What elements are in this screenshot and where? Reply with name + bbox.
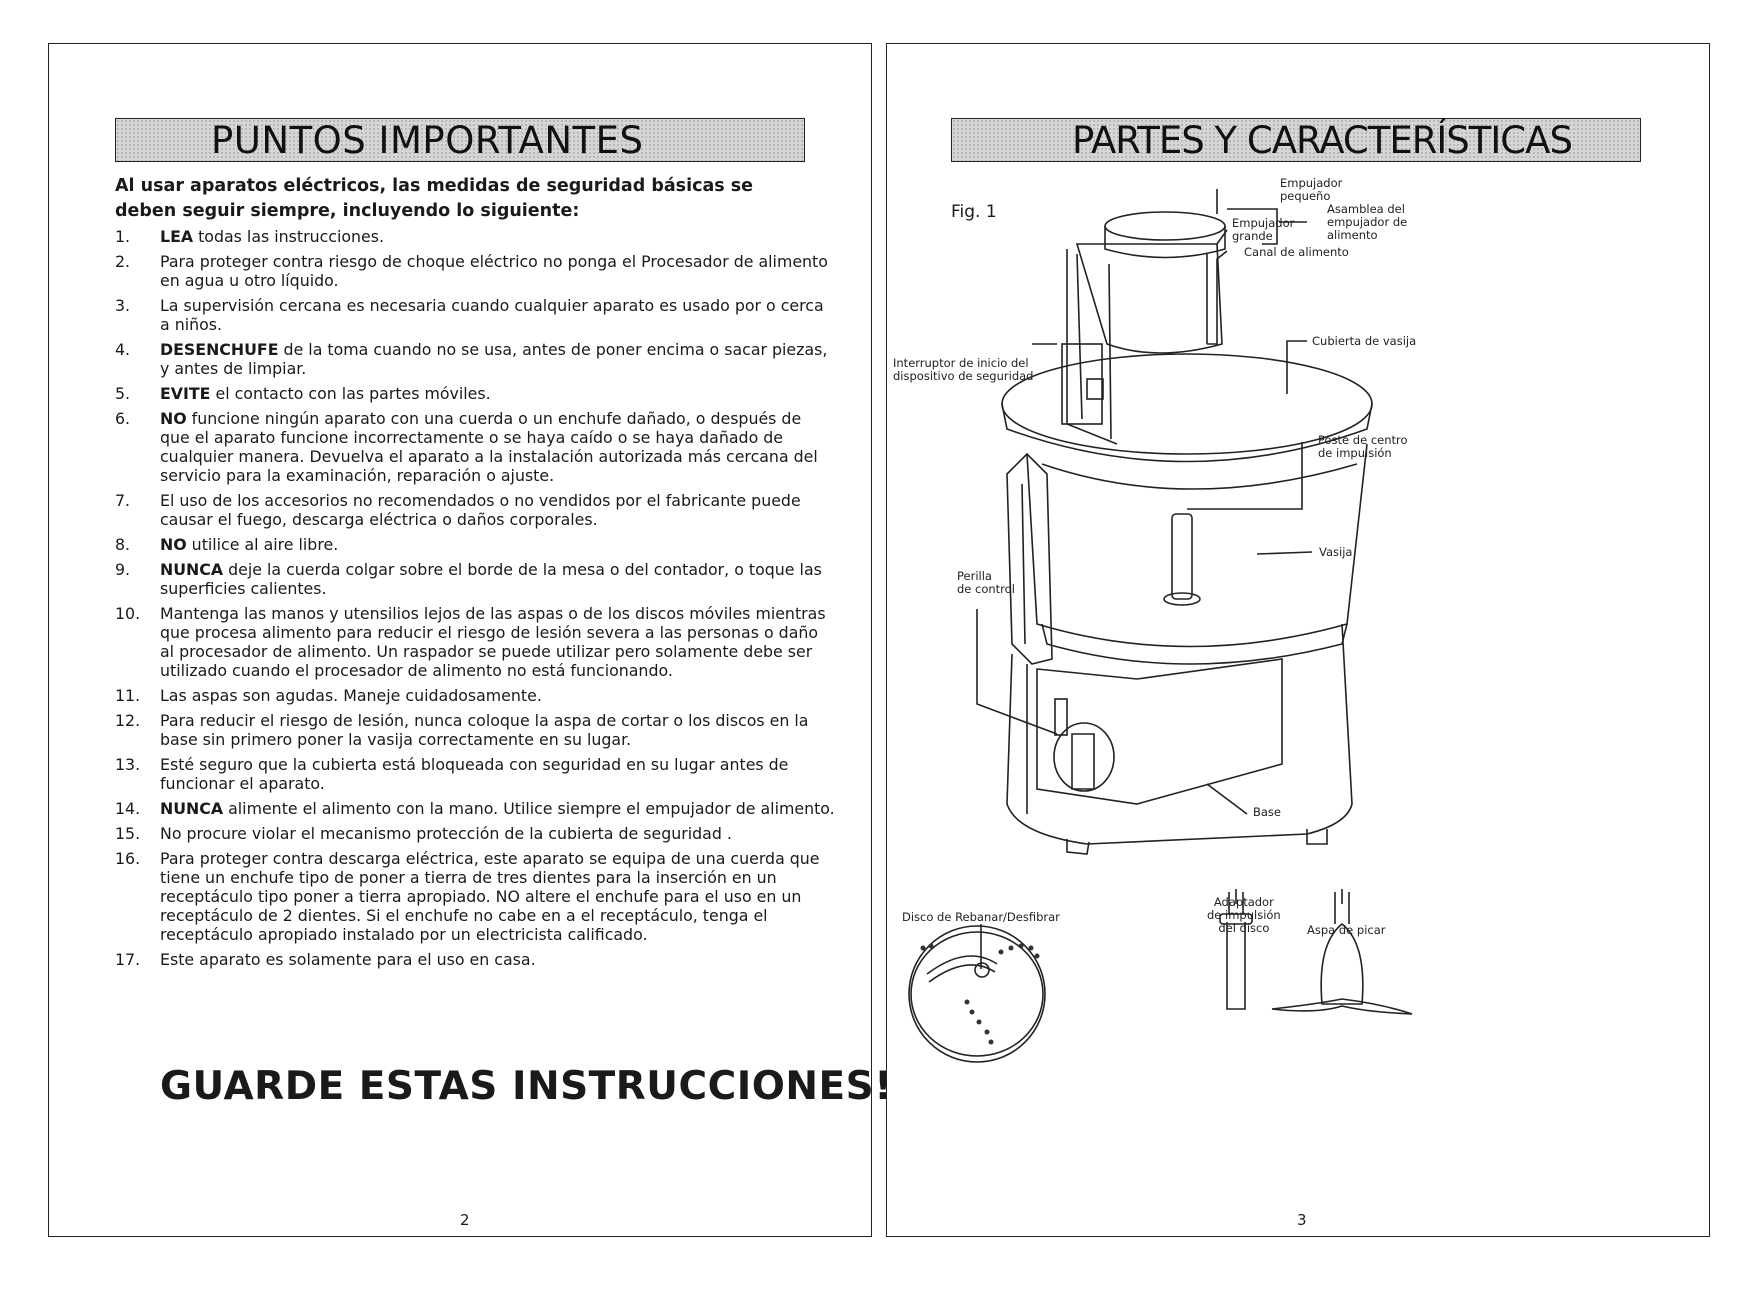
rule-number: 9. (115, 560, 131, 579)
rule-text: Las aspas son agudas. Maneje cuidadosamente. (160, 686, 542, 705)
rule-number: 5. (115, 384, 131, 403)
rule-number: 8. (115, 535, 131, 554)
rule-text: alimente el alimento con la mano. Utilice siempre el empujador de alimento. (223, 799, 835, 818)
rule-emphasis: EVITE (160, 384, 211, 403)
label-base: Base (1253, 805, 1282, 819)
rule-item (115, 227, 835, 246)
page-number: 3 (1297, 1211, 1307, 1229)
rule-number: 2. (115, 252, 131, 271)
rule-number: 1. (115, 227, 131, 246)
figure-label: Fig. 1 (951, 202, 997, 222)
rule-item (115, 824, 835, 843)
rule-text: Este aparato es solamente para el uso en casa. (160, 950, 536, 969)
rule-item (115, 296, 835, 334)
rule-item (115, 849, 835, 944)
rule-text: deje la cuerda colgar sobre el borde de la mesa o del contador, o toque las superficies calientes. (160, 560, 822, 598)
rule-item (115, 384, 835, 403)
rule-text: de la toma cuando no se usa, antes de poner encima o sacar piezas, y antes de limpiar. (160, 340, 828, 378)
rule-item (115, 604, 835, 680)
rule-number: 7. (115, 491, 131, 510)
rule-number: 13. (115, 755, 141, 774)
section-heading: PUNTOS IMPORTANTES (211, 119, 644, 162)
rule-emphasis: NUNCA (160, 799, 224, 818)
rule-emphasis: DESENCHUFE (160, 340, 279, 359)
rule-item (115, 491, 835, 529)
rule-item (115, 686, 835, 705)
rule-number: 3. (115, 296, 131, 315)
label-perilla: Perilla de control (957, 569, 1015, 596)
rule-item (115, 535, 835, 554)
rule-number: 10. (115, 604, 141, 623)
rule-number: 4. (115, 340, 131, 359)
label-vasija: Vasija (1319, 545, 1353, 559)
rule-text: Para reducir el riesgo de lesión, nunca coloque la aspa de cortar o los discos en la base sin primero poner la vasija correctamente en su lugar. (160, 711, 809, 749)
rule-text: La supervisión cercana es necesaria cuando cualquier aparato es usado por o cerca a niños. (160, 296, 824, 334)
label-empujador-grande: Empujador grande (1232, 216, 1295, 243)
rule-emphasis: NUNCA (160, 560, 224, 579)
rule-item (115, 409, 835, 485)
safety-rules-list (115, 227, 835, 975)
rule-text: El uso de los accesorios no recomendados o no vendidos por el fabricante puede causar el fuego, descarga eléctrica o daños corporales. (160, 491, 801, 529)
label-empujador-pequeno: Empujador pequeño (1280, 176, 1343, 203)
page-left (48, 43, 893, 1237)
rule-text: el contacto con las partes móviles. (210, 384, 491, 403)
page-right (886, 43, 1710, 1237)
label-aspa: Aspa de picar (1307, 923, 1386, 937)
label-interruptor: Interruptor de inicio del dispositivo de seguridad (893, 356, 1034, 383)
rule-number: 12. (115, 711, 141, 730)
rule-text: Para proteger contra descarga eléctrica, este aparato se equipa de una cuerda que tiene un enchufe tipo de poner a tierra de tres dientes para la inserción en un receptáculo tipo poner a tierra apropiado. NO altere el enchufe para el uso en un receptáculo de 2 dientes. Si el enchufe no cabe en a el receptáculo, tenga el receptáculo apropiado instalado por un electricista calificado. (160, 849, 820, 944)
rule-emphasis: LEA (160, 227, 194, 246)
food-processor-illustration (887, 44, 1711, 1238)
rule-text: funcione ningún aparato con una cuerda o un enchufe dañado, o después de que el aparato funcione incorrectamente o se haya caído o se haya dañado de cualquier manera. Devuelva el aparato a la instalación autorizada más cercana del servicio para la examinación, reparación o ajuste. (160, 409, 818, 485)
rule-text: Esté seguro que la cubierta está bloqueada con seguridad en su lugar antes de funcionar el aparato. (160, 755, 789, 793)
page-number: 2 (460, 1211, 470, 1229)
rule-number: 6. (115, 409, 131, 428)
rule-text: Para proteger contra riesgo de choque eléctrico no ponga el Procesador de alimento en agua u otro líquido. (160, 252, 828, 290)
rule-number: 16. (115, 849, 141, 868)
rule-text: todas las instrucciones. (193, 227, 384, 246)
rule-item (115, 799, 835, 818)
label-asamblea-empujador: Asamblea del empujador de alimento (1327, 202, 1408, 242)
rule-emphasis: NO (160, 535, 187, 554)
label-poste-centro: Poste de centro de impulsión (1318, 433, 1408, 460)
rule-item (115, 252, 835, 290)
label-adaptador: Adaptador de impulsión del disco (1207, 895, 1281, 935)
intro-text: Al usar aparatos eléctricos, las medidas de seguridad básicas se deben seguir siempre, incluyendo lo siguiente: (115, 176, 754, 221)
label-disco: Disco de Rebanar/Desfibrar (902, 910, 1060, 924)
rule-text: utilice al aire libre. (186, 535, 339, 554)
label-cubierta-vasija: Cubierta de vasija (1312, 334, 1417, 348)
rule-item (115, 711, 835, 749)
rule-item (115, 950, 835, 969)
rule-item (115, 755, 835, 793)
rule-text: No procure violar el mecanismo protección de la cubierta de seguridad . (160, 824, 732, 843)
rule-number: 17. (115, 950, 141, 969)
rule-item (115, 560, 835, 598)
rule-number: 15. (115, 824, 141, 843)
label-canal-alimento: Canal de alimento (1244, 245, 1349, 259)
rule-number: 11. (115, 686, 141, 705)
rule-emphasis: NO (160, 409, 187, 428)
rule-text: Mantenga las manos y utensilios lejos de las aspas o de los discos móviles mientras que procesa alimento para reducir el riesgo de lesión severa a las personas o daño al procesador de alimento. Un raspador se puede utilizar pero solamente debe ser utilizado cuando el procesador de alimento no está funcionando. (160, 604, 826, 680)
guarde-heading: GUARDE ESTAS INSTRUCCIONES! (160, 1064, 893, 1109)
section-banner-puntos (115, 118, 805, 162)
rule-number: 14. (115, 799, 141, 818)
rule-item (115, 340, 835, 378)
section-heading: PARTES Y CARACTERÍSTICAS (1072, 119, 1572, 162)
